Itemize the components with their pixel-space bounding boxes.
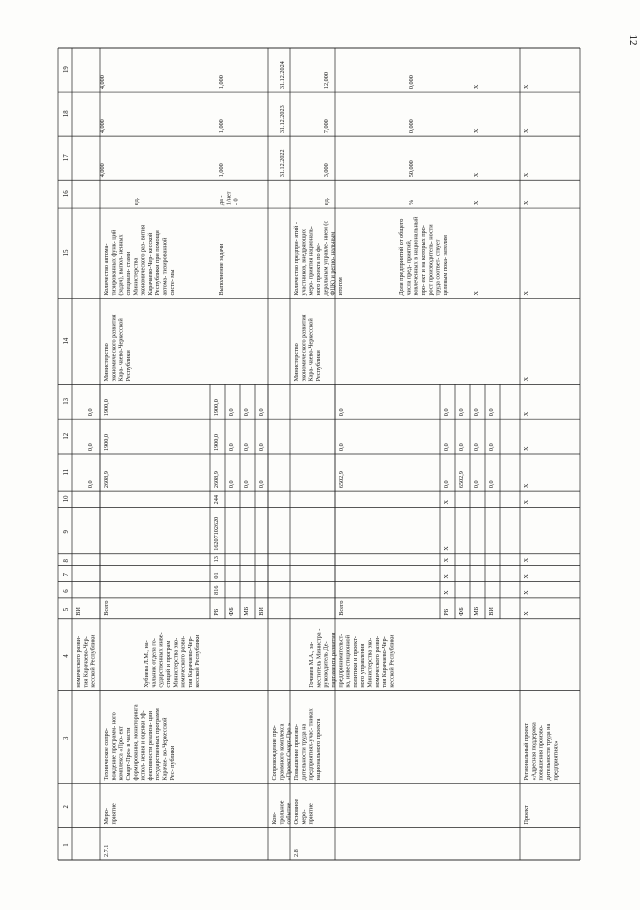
funding-cell: 0,0 bbox=[228, 480, 235, 489]
cell-x-mark: Х bbox=[523, 128, 530, 134]
column-header-number: 3 bbox=[63, 736, 70, 741]
funding-cell: 0,0 bbox=[473, 408, 480, 417]
cell-source: ВИ bbox=[75, 607, 82, 616]
column-header-number: 14 bbox=[63, 337, 70, 345]
cell-type: Меро-приятие bbox=[103, 803, 118, 825]
funding-cell: 0,0 bbox=[443, 480, 450, 489]
column-header-number: 9 bbox=[63, 530, 70, 534]
cell-x-mark: Х bbox=[443, 546, 450, 551]
column-header-number: 5 bbox=[63, 607, 70, 612]
cell-value: 1,000 bbox=[218, 75, 225, 90]
cell-title: Повышение произво-дительности труда напредприятиях-учас- тникахнационального проекта bbox=[293, 708, 322, 781]
cell-value: 50,000 bbox=[408, 160, 415, 178]
funding-cell: 01 bbox=[213, 572, 220, 579]
cell-value: 0,0 bbox=[87, 443, 94, 451]
cell-value: 0,000 bbox=[408, 119, 415, 134]
funding-cell: Всего bbox=[338, 600, 345, 616]
funding-cell: 0,0 bbox=[258, 443, 265, 451]
cell-x-mark: Х bbox=[523, 376, 530, 382]
column-header-number: 16 bbox=[63, 190, 70, 198]
cell-x-mark: Х bbox=[473, 200, 480, 206]
funding-cell: ФБ bbox=[458, 607, 465, 616]
cell-responsible: номического разви-тия Карачаево-Чер-кесской Республики bbox=[75, 634, 97, 688]
funding-cell: 1900,0 bbox=[103, 399, 110, 417]
cell-date: 31.12.2024 bbox=[279, 61, 286, 90]
cell-value: 0,0 bbox=[87, 408, 94, 417]
cell-indicator: Количество автома-тизированных функ- ций(задач), выпол- ненныхспециали- стамиМинистерстваэкономического раз- витияКарачаево-Чер- кесскойРеспублики при помощиавтома- тизированнойсисте- мы bbox=[103, 225, 176, 296]
cell-title: Сопровождение про-граммного комплекса«Проект Смарт-Про » bbox=[271, 722, 293, 781]
cell-value: 3,000 bbox=[323, 163, 330, 178]
funding-cell: 0,0 bbox=[228, 443, 235, 451]
funding-cell: 0,0 bbox=[243, 443, 250, 451]
cell-number: 2.8 bbox=[293, 849, 300, 857]
funding-cell: 0,0 bbox=[258, 480, 265, 489]
cell-value: 12,000 bbox=[323, 72, 330, 90]
cell-value: 0,0 bbox=[87, 480, 94, 489]
column-header-number: 10 bbox=[63, 495, 70, 503]
cell-type: Основноемеро-приятие bbox=[293, 798, 315, 825]
cell-type: Кон-трольноесобытие bbox=[271, 800, 293, 825]
cell-value: 0,000 bbox=[408, 75, 415, 90]
funding-cell: 6502,9 bbox=[458, 471, 465, 489]
cell-x-mark: Х bbox=[523, 574, 530, 579]
cell-value: 4,000 bbox=[99, 119, 106, 134]
cell-date: 31.12.2022 bbox=[279, 149, 286, 178]
column-header-number: 11 bbox=[63, 469, 70, 476]
funding-cell: 0,0 bbox=[488, 408, 495, 417]
cell-x-mark: Х bbox=[523, 611, 530, 616]
cell-indicator: Доля предприятий от общегочисла пред- приятий,вовлеченных в национальныйпро- ект и на которых про-рост производитель- ноститруда соответ- ствуетцелевым пока- зателям bbox=[398, 216, 449, 296]
funding-cell: 1900,0 bbox=[103, 433, 110, 451]
cell-type: Проект bbox=[523, 805, 530, 825]
column-header-number: 1 bbox=[63, 843, 70, 847]
funding-cell: 16207102620 bbox=[213, 516, 220, 551]
cell-value: 7,000 bbox=[323, 119, 330, 134]
funding-cell: ФБ bbox=[228, 607, 235, 616]
column-header-number: 17 bbox=[63, 154, 70, 162]
column-header-number: 19 bbox=[63, 66, 70, 74]
page-number: 12 bbox=[627, 34, 639, 46]
cell-x-mark: Х bbox=[473, 128, 480, 134]
column-header-number: 4 bbox=[63, 654, 70, 658]
cell-x-mark: Х bbox=[523, 291, 530, 296]
funding-cell: 0,0 bbox=[488, 480, 495, 489]
funding-cell: 0,0 bbox=[443, 443, 450, 451]
funding-cell: 0,0 bbox=[338, 443, 345, 451]
funding-cell: РБ bbox=[443, 608, 450, 616]
funding-cell: РБ bbox=[213, 608, 220, 616]
column-header-number: 12 bbox=[63, 432, 70, 440]
funding-cell: 244 bbox=[213, 495, 220, 505]
cell-number: 2.7.1 bbox=[103, 844, 110, 857]
cell-unit: ед. bbox=[133, 197, 140, 206]
cell-x-mark: Х bbox=[523, 483, 530, 489]
cell-value: 4,000 bbox=[99, 75, 106, 90]
funding-cell: Всего bbox=[103, 600, 110, 616]
cell-responsible: Гочияев М.А., за-меститель Министра -руководитель Де-партамента развитияпредпринимательст-ва, инвестиционнойполитики и проект-ного управленияМинистерства эко-номического разви-тия Карачаево-Чер-кесской Республики bbox=[308, 628, 396, 688]
funding-cell: 0,0 bbox=[458, 443, 465, 451]
cell-x-mark: Х bbox=[443, 590, 450, 595]
cell-title: Техническое сопро-вождение программ- ногокомплекса «Про- ектСмарт-Про» в частиформирования, мониторингаиспол- нения и оценки эф-фективности реализа- циигосударственных программКарачае- во-ЧеркесскойРес- публики bbox=[103, 704, 176, 781]
funding-cell: 0,0 bbox=[243, 408, 250, 417]
cell-x-mark: Х bbox=[523, 557, 530, 563]
funding-cell: 0,0 bbox=[473, 480, 480, 489]
cell-executor: Министерствоэкономического развитияКара- чаево-ЧеркесскойРеспублики bbox=[293, 314, 322, 382]
cell-x-mark: Х bbox=[443, 574, 450, 579]
funding-cell: 0,0 bbox=[243, 480, 250, 489]
cell-x-mark: Х bbox=[443, 557, 450, 563]
funding-cell: ВИ bbox=[488, 607, 495, 616]
funding-cell: 0,0 bbox=[443, 408, 450, 417]
cell-x-mark: Х bbox=[523, 200, 530, 206]
column-header-number: 18 bbox=[63, 110, 70, 118]
funding-cell: 13 bbox=[213, 556, 220, 563]
funding-cell: МБ bbox=[473, 606, 480, 616]
funding-cell: 2608,9 bbox=[103, 471, 110, 489]
cell-indicator: Выполнение задачи bbox=[218, 243, 225, 296]
cell-unit: % bbox=[408, 199, 415, 206]
column-header-number: 8 bbox=[63, 559, 70, 563]
cell-value: 1,000 bbox=[218, 163, 225, 178]
cell-value: 1,000 bbox=[218, 119, 225, 134]
funding-cell: 1900,0 bbox=[213, 399, 220, 417]
cell-x-mark: Х bbox=[523, 84, 530, 90]
cell-x-mark: Х bbox=[523, 446, 530, 451]
cell-executor: Министерствоэкономического развитияКара- чаево-ЧеркесскойРеспублики bbox=[103, 314, 132, 382]
cell-date: 31.12.2023 bbox=[279, 105, 286, 134]
funding-cell: 816 bbox=[213, 585, 220, 595]
funding-cell: 0,0 bbox=[458, 408, 465, 417]
funding-cell: 0,0 bbox=[338, 408, 345, 417]
cell-indicator: Количество предпри- ятий -участников, внедряющихмеро- приятия националь-ного проекта по фе-деральным управле- нием (сФЦК) и регио- нальнымитогом bbox=[293, 220, 344, 296]
cell-responsible: Хубиева Л.М., на-чальник отдела го-сударственных инве-стиций и програмМинистерства эко-номического разви-тия Карачаево-Чер-кесской Республики bbox=[143, 632, 202, 688]
funding-cell: 0,0 bbox=[488, 443, 495, 451]
cell-x-mark: Х bbox=[523, 590, 530, 595]
funding-cell: ВИ bbox=[258, 607, 265, 616]
cell-x-mark: Х bbox=[443, 499, 450, 505]
cell-x-mark: Х bbox=[523, 172, 530, 178]
cell-unit: да -1/нет- 0 bbox=[218, 191, 240, 206]
cell-unit: ед. bbox=[323, 197, 330, 206]
cell-x-mark: Х bbox=[473, 84, 480, 90]
funding-cell: 0,0 bbox=[473, 443, 480, 451]
column-header-number: 6 bbox=[63, 589, 70, 593]
cell-x-mark: Х bbox=[523, 499, 530, 505]
cell-value: 4,000 bbox=[99, 163, 106, 178]
cell-x-mark: Х bbox=[473, 172, 480, 178]
column-header-number: 13 bbox=[63, 398, 70, 405]
column-header-number: 7 bbox=[63, 573, 70, 577]
column-header-number: 15 bbox=[63, 249, 70, 257]
funding-cell: 1900,0 bbox=[213, 433, 220, 451]
funding-cell: 6502,9 bbox=[338, 471, 345, 489]
funding-cell: МБ bbox=[243, 606, 250, 616]
funding-cell: 0,0 bbox=[258, 408, 265, 417]
column-header-number: 2 bbox=[63, 805, 70, 809]
funding-cell: 2608,9 bbox=[213, 471, 220, 489]
cell-title: Региональный проект«Адресная поддержкаповышения произво-дительности труда напредприятиях» bbox=[523, 722, 560, 781]
funding-cell: 0,0 bbox=[228, 408, 235, 417]
cell-x-mark: Х bbox=[473, 291, 480, 296]
cell-x-mark: Х bbox=[523, 411, 530, 417]
